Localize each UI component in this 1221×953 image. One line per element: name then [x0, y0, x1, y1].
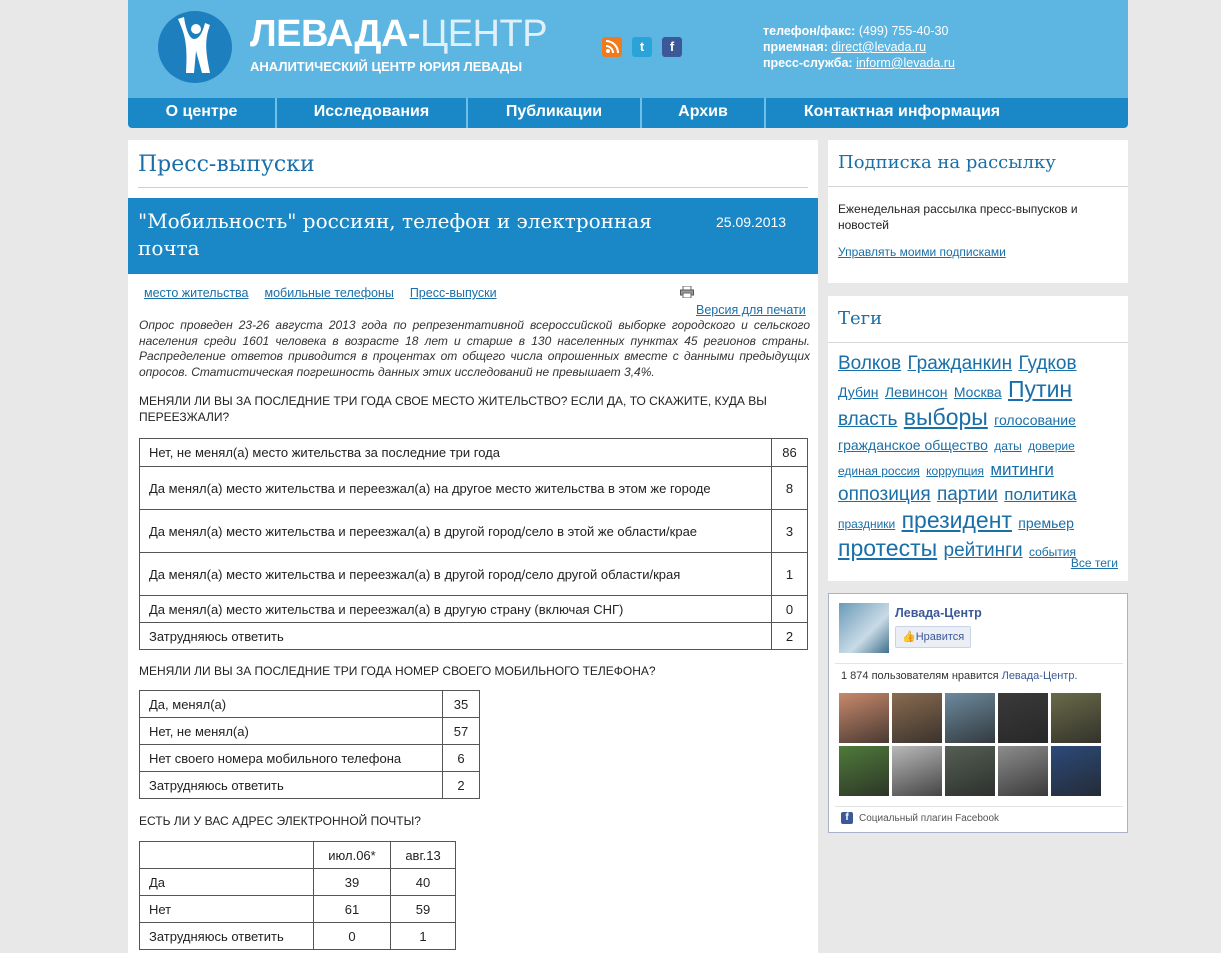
- table-row: [140, 691, 480, 718]
- likes-count-text: 1 874 пользователям нравится: [841, 670, 1002, 682]
- avatar[interactable]: [945, 693, 995, 743]
- table-cell-value: 86: [772, 439, 808, 467]
- table-row: [140, 467, 808, 510]
- site-header: [128, 0, 1128, 98]
- tag-link[interactable]: рейтинги: [943, 540, 1023, 561]
- tag-link[interactable]: Левинсон: [884, 384, 948, 400]
- tag-link[interactable]: политика: [1004, 485, 1077, 504]
- survey-intro: Опрос проведен 23-26 августа 2013 года по репрезентативной всероссийской выборке городского и сельского населения среди 1601 человека в возрасте 18 лет и старше в 130 населенных пунктах 45 регионов страны. Распределение ответов приводится в процентах от общего числа опрошенных вместе с данными предыдущих опросов. Статистическая погрешность данных этих исследований не превышает 3,4%.: [139, 318, 810, 379]
- table-cell-value: 3: [772, 510, 808, 553]
- table-cell-label: Затрудняюсь ответить: [140, 772, 443, 799]
- tag-link[interactable]: власть: [838, 409, 898, 430]
- table-row: [140, 623, 808, 650]
- table-cell-value: 57: [443, 718, 480, 745]
- phone-label: телефон/факс:: [763, 24, 856, 38]
- avatar[interactable]: [892, 746, 942, 796]
- nav-item-archive[interactable]: Архив: [642, 98, 766, 128]
- avatar[interactable]: [998, 693, 1048, 743]
- facebook-icon: f: [841, 812, 853, 824]
- nav-item-research[interactable]: Исследования: [277, 98, 468, 128]
- subscription-text: Еженедельная рассылка пресс-выпусков и новостей: [838, 202, 1078, 232]
- reception-email-link[interactable]: direct@levada.ru: [831, 40, 927, 54]
- table-header-cell: июл.06*: [314, 842, 391, 869]
- print-version-link[interactable]: Версия для печати: [696, 303, 806, 317]
- page-title: Пресс-выпуски: [138, 152, 315, 177]
- table-cell-label: Нет своего номера мобильного телефона: [140, 745, 443, 772]
- results-table-phone: [139, 690, 480, 799]
- table-row: [140, 439, 808, 467]
- table-cell-value: 59: [391, 896, 456, 923]
- divider: [835, 806, 1123, 807]
- tag-link[interactable]: место жительства: [144, 286, 249, 300]
- table-cell-label: Затрудняюсь ответить: [140, 923, 314, 950]
- tag-link[interactable]: гражданское общество: [838, 437, 988, 453]
- avatar[interactable]: [945, 746, 995, 796]
- table-cell-label: Нет, не менял(а): [140, 718, 443, 745]
- main-nav: [128, 98, 1128, 128]
- nav-item-publications[interactable]: Публикации: [468, 98, 642, 128]
- table-cell-value: 2: [772, 623, 808, 650]
- nav-item-about[interactable]: О центре: [128, 98, 277, 128]
- logo-title-light: ЦЕНТР: [420, 13, 548, 55]
- table-row: [140, 745, 480, 772]
- table-cell-label: Затрудняюсь ответить: [140, 623, 772, 650]
- table-cell-value: 1: [772, 553, 808, 596]
- table-cell-value: 40: [391, 869, 456, 896]
- tag-link[interactable]: Гражданкин: [907, 353, 1013, 374]
- tag-link[interactable]: Гудков: [1018, 353, 1077, 374]
- table-cell-value: 8: [772, 467, 808, 510]
- nav-item-contacts[interactable]: Контактная информация: [803, 103, 1001, 120]
- thumb-up-icon: 👍: [902, 631, 916, 643]
- like-button[interactable]: [895, 626, 971, 648]
- tag-link[interactable]: протесты: [838, 535, 938, 561]
- tag-link[interactable]: партии: [936, 484, 998, 505]
- table-header-cell: авг.13: [391, 842, 456, 869]
- subscription-box: [828, 140, 1128, 283]
- fb-likes-count: [841, 670, 1078, 682]
- article-date: 25.09.2013: [716, 214, 787, 230]
- tag-link[interactable]: коррупция: [926, 464, 984, 478]
- page-thumbnail[interactable]: [839, 603, 889, 653]
- table-cell-value: 0: [314, 923, 391, 950]
- table-cell-label: Да менял(а) место жительства и переезжал(а) на другое место жительства в этом же городе: [140, 467, 772, 510]
- avatar[interactable]: [839, 746, 889, 796]
- tags-box: [828, 296, 1128, 581]
- tag-link[interactable]: Пресс-выпуски: [409, 286, 497, 300]
- tag-link[interactable]: выборы: [903, 404, 988, 430]
- fb-plugin-footer: [841, 812, 999, 824]
- article-title: "Мобильность" россиян, телефон и электронная почта: [138, 209, 652, 260]
- table-cell-label: Да менял(а) место жительства и переезжал(а) в другую страну (включая СНГ): [140, 596, 772, 623]
- avatar[interactable]: [1051, 746, 1101, 796]
- table-cell-value: 2: [443, 772, 480, 799]
- avatar[interactable]: [839, 693, 889, 743]
- results-table-email: [139, 841, 456, 950]
- table-cell-value: 1: [391, 923, 456, 950]
- table-header-cell: [140, 842, 314, 869]
- subscription-title: Подписка на рассылку: [838, 152, 1056, 173]
- table-cell-value: 0: [772, 596, 808, 623]
- table-cell-label: Да, менял(а): [140, 691, 443, 718]
- avatar[interactable]: [892, 693, 942, 743]
- twitter-icon[interactable]: t: [632, 37, 652, 57]
- table-cell-label: Нет, не менял(а) место жительства за последние три года: [140, 439, 772, 467]
- table-header-row: [140, 842, 456, 869]
- tag-link[interactable]: мобильные телефоны: [264, 286, 394, 300]
- site-logo-title[interactable]: [250, 14, 547, 54]
- divider: [828, 186, 1128, 187]
- avatar[interactable]: [1051, 693, 1101, 743]
- article-tags: [144, 286, 497, 300]
- header-contacts: [763, 23, 955, 71]
- tag-link[interactable]: Москва: [953, 384, 1002, 400]
- manage-subscriptions-link[interactable]: Управлять моими подписками: [838, 245, 1006, 259]
- table-cell-label: Нет: [140, 896, 314, 923]
- divider: [138, 187, 808, 188]
- social-links: [602, 37, 682, 57]
- question-3: ЕСТЬ ЛИ У ВАС АДРЕС ЭЛЕКТРОННОЙ ПОЧТЫ?: [139, 814, 421, 828]
- tag-link[interactable]: Дубин: [838, 384, 879, 400]
- article-header: [128, 198, 818, 274]
- like-button-label: Нравится: [915, 631, 965, 643]
- avatar[interactable]: [998, 746, 1048, 796]
- table-cell-value: 61: [314, 896, 391, 923]
- tag-link[interactable]: голосование: [994, 412, 1076, 428]
- table-row: [140, 596, 808, 623]
- question-1: МЕНЯЛИ ЛИ ВЫ ЗА ПОСЛЕДНИЕ ТРИ ГОДА СВОЕ МЕСТО ЖИТЕЛЬСТВО? ЕСЛИ ДА, ТО СКАЖИТЕ, КУДА ВЫ ПЕРЕЕЗЖАЛИ?: [139, 394, 767, 424]
- table-row: [140, 510, 808, 553]
- tag-link[interactable]: Путин: [1008, 376, 1073, 402]
- table-cell-label: Да менял(а) место жительства и переезжал(а) в другой город/село в этой же области/крае: [140, 510, 772, 553]
- table-cell-value: 35: [443, 691, 480, 718]
- fb-page-link[interactable]: Левада-Центр.: [1001, 670, 1078, 682]
- divider: [835, 663, 1123, 664]
- table-row: [140, 896, 456, 923]
- table-row: [140, 772, 480, 799]
- question-2: МЕНЯЛИ ЛИ ВЫ ЗА ПОСЛЕДНИЕ ТРИ ГОДА НОМЕР СВОЕГО МОБИЛЬНОГО ТЕЛЕФОНА?: [139, 664, 656, 678]
- tag-link[interactable]: Волков: [838, 353, 902, 374]
- table-row: [140, 869, 456, 896]
- reception-label: приемная:: [763, 40, 828, 54]
- site-logo-subtitle: АНАЛИТИЧЕСКИЙ ЦЕНТР ЮРИЯ ЛЕВАДЫ: [250, 59, 523, 74]
- table-row: [140, 923, 456, 950]
- all-tags-link[interactable]: Все теги: [1070, 556, 1118, 570]
- fan-avatars: [839, 693, 1105, 796]
- tag-link[interactable]: праздники: [838, 517, 896, 531]
- fb-plugin-label: Социальный плагин Facebook: [859, 812, 1000, 824]
- results-table-residence: [139, 438, 808, 650]
- main-content: [128, 140, 818, 953]
- rss-icon[interactable]: [602, 37, 622, 57]
- logo-icon[interactable]: [158, 11, 232, 83]
- table-cell-label: Да менял(а) место жительства и переезжал(а) в другой город/село другой области/края: [140, 553, 772, 596]
- press-label: пресс-служба:: [763, 56, 853, 70]
- phone-value: (499) 755-40-30: [858, 24, 949, 38]
- tag-link[interactable]: единая россия: [838, 464, 920, 478]
- tag-link[interactable]: премьер: [1018, 515, 1074, 531]
- tag-cloud: [838, 352, 1120, 564]
- table-cell-value: 6: [443, 745, 480, 772]
- divider: [828, 342, 1128, 343]
- table-row: [140, 553, 808, 596]
- tag-link[interactable]: оппозиция: [838, 484, 931, 505]
- logo-title-bold: ЛЕВАДА-: [250, 13, 421, 55]
- press-email-link[interactable]: inform@levada.ru: [856, 56, 955, 70]
- fb-page-name[interactable]: Левада-Центр: [895, 606, 982, 620]
- tags-title: Теги: [838, 308, 883, 329]
- tag-link[interactable]: президент: [901, 507, 1012, 533]
- printer-icon[interactable]: [680, 286, 694, 298]
- tag-link[interactable]: митинги: [990, 460, 1054, 479]
- facebook-widget: [828, 593, 1128, 833]
- tag-link[interactable]: даты: [994, 439, 1022, 453]
- tag-link[interactable]: события: [1028, 545, 1076, 559]
- table-cell-value: 39: [314, 869, 391, 896]
- tag-link[interactable]: доверие: [1028, 439, 1075, 453]
- facebook-icon[interactable]: f: [662, 37, 682, 57]
- table-cell-label: Да: [140, 869, 314, 896]
- table-row: [140, 718, 480, 745]
